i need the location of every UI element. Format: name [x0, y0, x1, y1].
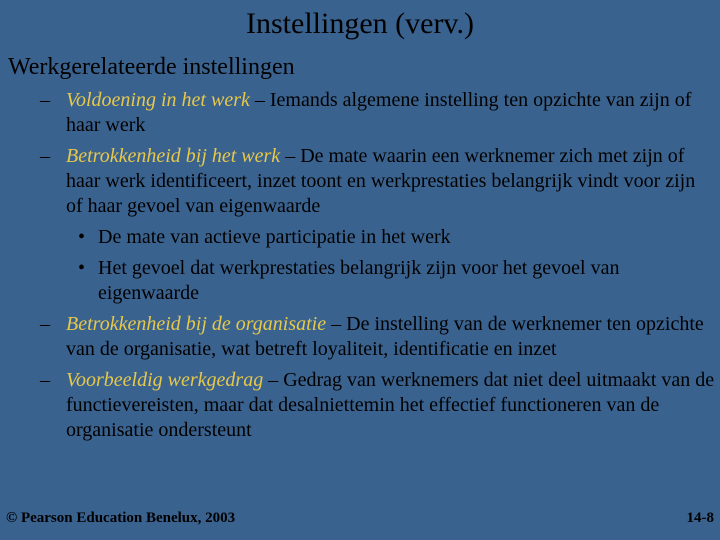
dash-marker: – [40, 145, 50, 167]
definition-betrokkenheid-werk: – De mate waarin een werknemer zich met zijn of haar werk identificeert, inzet toont en werkprestaties belangrijk vindt voor zijn of haar gevoel van eigenwaarde [66, 145, 696, 217]
definition-werkgedrag: – Gedrag van werknemers dat niet deel uitmaakt van de functievereisten, maar dat desalniettemin het effectief functioneren van de organisatie ondersteunt [66, 369, 715, 441]
slide-title: Instellingen (verv.) [246, 7, 474, 40]
list-item-betrokkenheid-werk [40, 144, 716, 219]
page-number: 14-8 [686, 510, 714, 526]
term-voldoening: Voldoening in het werk [66, 89, 250, 111]
definition-betrokkenheid-organisatie: – De instelling van de werknemer ten opzichte van de organisatie, wat betreft loyaliteit, identificatie en inzet [66, 313, 704, 360]
sub-item-text: Het gevoel dat werkprestaties belangrijk zijn voor het gevoel van eigenwaarde [98, 257, 620, 304]
term-betrokkenheid-organisatie: Betrokkenheid bij de organisatie [66, 313, 327, 335]
bullet-marker: • [78, 257, 86, 279]
list-item-werkgedrag [40, 368, 716, 443]
copyright-notice: © Pearson Education Benelux, 2003 [6, 510, 236, 526]
slide-heading: Werkgerelateerde instellingen [8, 54, 295, 80]
dash-marker: – [40, 313, 50, 335]
term-werkgedrag: Voorbeeldig werkgedrag [66, 369, 264, 391]
dash-marker: – [40, 89, 50, 111]
bullet-marker: • [78, 226, 86, 248]
term-betrokkenheid-werk: Betrokkenheid bij het werk [66, 145, 281, 167]
dash-marker: – [40, 369, 50, 391]
list-item-betrokkenheid-organisatie [40, 312, 716, 362]
slide-content [40, 88, 716, 449]
definition-voldoening: – Iemands algemene instelling ten opzichte van zijn of haar werk [66, 89, 692, 136]
list-item-voldoening [40, 88, 716, 138]
sub-item-participatie [40, 225, 716, 250]
sub-item-text: De mate van actieve participatie in het werk [98, 226, 451, 248]
sub-item-eigenwaarde [40, 256, 716, 306]
